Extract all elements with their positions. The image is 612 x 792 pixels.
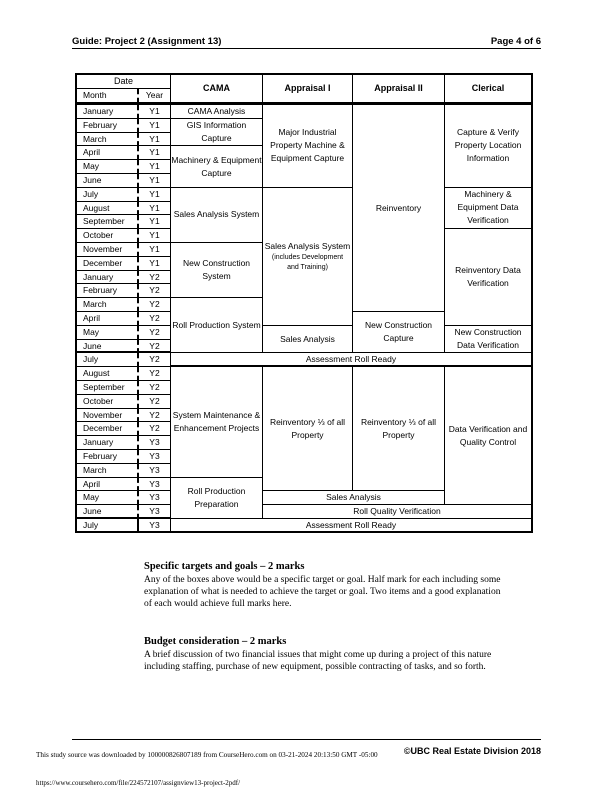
footer-copyright: ©UBC Real Estate Division 2018 [403, 746, 541, 756]
month-cell: October [77, 229, 139, 243]
column-header-appraisal-2: Appraisal II [353, 75, 445, 103]
new-construction-capture: New Construction Capture [353, 312, 445, 353]
reinventory-third-appraisal-1: Reinventory ⅓ of all Property [263, 367, 353, 491]
gis-information-capture: GIS Information Capture [171, 119, 263, 147]
month-cell: May [77, 491, 139, 505]
year-cell: Y1 [139, 160, 171, 174]
month-cell: April [77, 478, 139, 492]
year-cell: Y2 [139, 395, 171, 409]
year-cell: Y1 [139, 105, 171, 119]
sales-analysis-appraisal-1: Sales Analysis [263, 326, 353, 354]
month-cell: April [77, 146, 139, 160]
budget-body [144, 649, 542, 673]
budget-title: Budget consideration – 2 marks [144, 636, 287, 647]
new-construction-system: New Construction System [171, 243, 263, 298]
year-cell: Y2 [139, 312, 171, 326]
machinery-data-verification: Machinery & Equipment Data Verification [445, 188, 531, 229]
year-cell: Y1 [139, 215, 171, 229]
year-cell: Y2 [139, 298, 171, 312]
month-cell: April [77, 312, 139, 326]
month-cell: November [77, 409, 139, 423]
column-header-clerical: Clerical [445, 75, 531, 103]
month-cell: May [77, 326, 139, 340]
year-cell: Y3 [139, 464, 171, 478]
month-cell: January [77, 271, 139, 285]
month-cell: November [77, 243, 139, 257]
new-construction-data-verification: New Construction Data Verification [445, 326, 531, 354]
month-cell: May [77, 160, 139, 174]
footer-source-note: This study source was downloaded by 100000826807189 from CourseHero.com on 03-21-2024 20:13:50 GMT -05:00 [36, 751, 378, 759]
year-cell: Y1 [139, 257, 171, 271]
month-cell: March [77, 464, 139, 478]
reinventory-third-appraisal-2: Reinventory ⅓ of all Property [353, 367, 445, 491]
month-cell: July [77, 519, 139, 531]
reinventory-data-verification: Reinventory Data Verification [445, 229, 531, 326]
month-cell: December [77, 257, 139, 271]
footer-url[interactable]: https://www.coursehero.com/file/224572107/assignview13-project-2pdf/ [36, 779, 241, 787]
schedule-table [75, 73, 533, 533]
month-cell: March [77, 298, 139, 312]
header-title: Guide: Project 2 (Assignment 13) [72, 36, 222, 47]
budget-line-2: including staffing, purchase of new equipment, possible contracting of tasks, and so forth. [144, 662, 486, 672]
footer-rule [72, 739, 541, 740]
month-cell: February [77, 450, 139, 464]
sales-analysis-system-label: Sales Analysis System [264, 240, 351, 251]
development-training-note: (includes Development and Training) [271, 253, 344, 271]
month-cell: October [77, 395, 139, 409]
machinery-equipment-capture: Machinery & Equipment Capture [171, 146, 263, 187]
assessment-roll-ready-y2: Assessment Roll Ready [171, 353, 531, 367]
year-cell: Y1 [139, 119, 171, 133]
month-cell: December [77, 422, 139, 436]
targets-goals-body [144, 574, 542, 610]
year-cell: Y1 [139, 229, 171, 243]
roll-production-preparation: Roll Production Preparation [171, 478, 263, 519]
header-rule [72, 48, 541, 49]
month-cell: June [77, 505, 139, 519]
year-cell: Y2 [139, 367, 171, 381]
page-number: Page 4 of 6 [490, 36, 541, 47]
year-cell: Y1 [139, 243, 171, 257]
month-cell: January [77, 436, 139, 450]
cama-analysis: CAMA Analysis [171, 105, 263, 119]
year-cell: Y2 [139, 381, 171, 395]
sales-analysis-system-appraisal [263, 188, 353, 326]
date-header: Date [77, 75, 171, 89]
sales-analysis-span: Sales Analysis [263, 491, 445, 505]
year-cell: Y3 [139, 436, 171, 450]
year-cell: Y1 [139, 133, 171, 147]
roll-production-system: Roll Production System [171, 298, 263, 353]
targets-line-3: of each would achieve full marks here. [144, 599, 292, 609]
year-cell: Y2 [139, 353, 171, 367]
month-cell: June [77, 174, 139, 188]
month-cell: September [77, 215, 139, 229]
major-industrial-capture: Major Industrial Property Machine & Equipment Capture [263, 105, 353, 188]
month-cell: August [77, 202, 139, 216]
year-cell: Y3 [139, 478, 171, 492]
month-cell: August [77, 367, 139, 381]
month-cell: March [77, 133, 139, 147]
targets-line-1: Any of the boxes above would be a specific target or goal. Half mark for each including some [144, 575, 501, 585]
sales-analysis-system-cama: Sales Analysis System [171, 188, 263, 243]
targets-goals-title: Specific targets and goals – 2 marks [144, 561, 305, 572]
column-header-appraisal-1: Appraisal I [263, 75, 353, 103]
year-cell: Y2 [139, 340, 171, 354]
month-cell: January [77, 105, 139, 119]
month-cell: September [77, 381, 139, 395]
month-cell: June [77, 340, 139, 354]
year-cell: Y2 [139, 284, 171, 298]
month-cell: July [77, 353, 139, 367]
system-maintenance-projects: System Maintenance & Enhancement Projects [171, 367, 263, 477]
budget-line-1: A brief discussion of two financial issues that might come up during a project of this nature [144, 650, 492, 660]
year-cell: Y1 [139, 146, 171, 160]
year-cell: Y1 [139, 174, 171, 188]
year-cell: Y2 [139, 409, 171, 423]
year-cell: Y1 [139, 202, 171, 216]
month-header: Month [77, 89, 139, 103]
roll-quality-verification: Roll Quality Verification [263, 505, 531, 519]
month-cell: February [77, 284, 139, 298]
year-cell: Y1 [139, 188, 171, 202]
year-cell: Y3 [139, 491, 171, 505]
capture-verify-location: Capture & Verify Property Location Information [445, 105, 531, 188]
year-header: Year [139, 89, 171, 103]
year-cell: Y3 [139, 505, 171, 519]
month-cell: July [77, 188, 139, 202]
year-cell: Y2 [139, 271, 171, 285]
targets-line-2: explanation of what is needed to achieve the target or goal. Two items and a good explanation [144, 587, 501, 597]
year-cell: Y3 [139, 519, 171, 531]
year-cell: Y3 [139, 450, 171, 464]
assessment-roll-ready-y3: Assessment Roll Ready [305, 519, 397, 530]
reinventory: Reinventory [353, 105, 445, 312]
month-cell: February [77, 119, 139, 133]
data-verification-quality-control: Data Verification and Quality Control [445, 367, 531, 505]
column-header-cama: CAMA [171, 75, 263, 103]
year-cell: Y2 [139, 326, 171, 340]
year-cell: Y2 [139, 422, 171, 436]
